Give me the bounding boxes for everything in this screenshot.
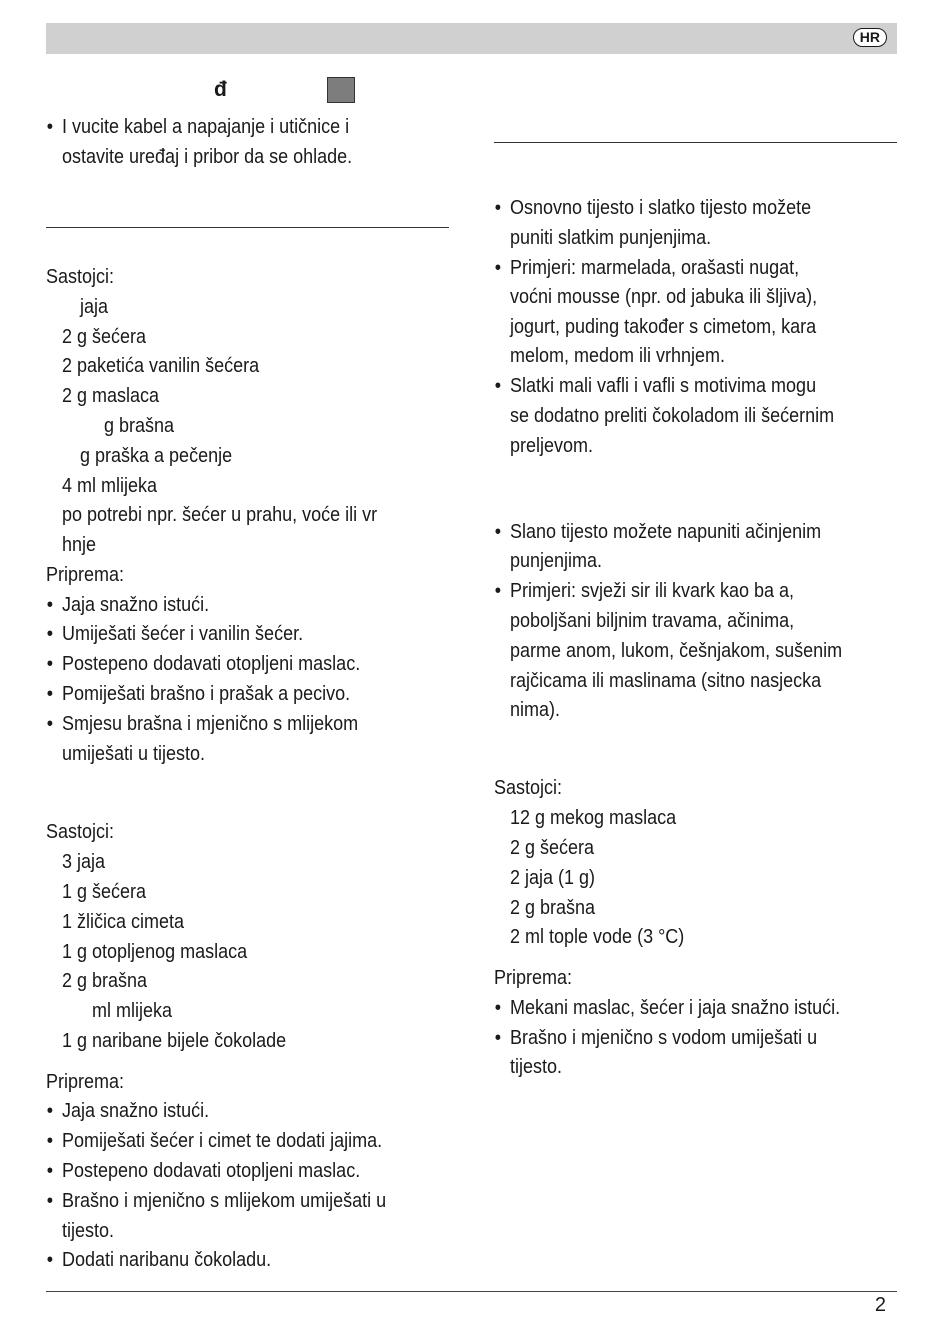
heading-fragment: đ <box>214 78 227 101</box>
ingredient: 2 ml tople vode (3 °C) <box>510 926 685 948</box>
step: • Postepeno dodavati otopljeni maslac. <box>62 649 410 679</box>
ingredient: 4 ml mlijeka <box>62 475 158 497</box>
ingredient: 1 žličica cimeta <box>62 911 185 933</box>
step: • Pomiješati šećer i cimet te dodati jajima. <box>62 1126 410 1156</box>
ingredient: hnje <box>62 534 97 556</box>
right-column <box>494 0 897 1290</box>
ingredients-heading: Sastojci: <box>46 266 115 288</box>
step: • Smjesu brašna i mjenično s mlijekom <box>62 709 410 739</box>
ingredients-heading: Sastojci: <box>46 821 115 843</box>
list-item-cont: melom, medom ili vrhnjem. <box>510 345 726 367</box>
preparation-heading: Priprema: <box>46 1071 125 1093</box>
step: • Mekani maslac, šećer i jaja snažno istući. <box>510 993 858 1023</box>
ingredient: 2 g brašna <box>62 970 148 992</box>
step: • Postepeno dodavati otopljeni maslac. <box>62 1156 410 1186</box>
step: • Pomiješati brašno i prašak a pecivo. <box>62 679 410 709</box>
list-item: • Osnovno tijesto i slatko tijesto možete <box>510 193 858 223</box>
list-item-cont: punjenjima. <box>510 550 603 572</box>
ingredient: 2 paketića vanilin šećera <box>62 355 260 377</box>
ingredient: po potrebi npr. šećer u prahu, voće ili vr <box>62 504 378 526</box>
ingredient: 1 g otopljenog maslaca <box>62 941 248 963</box>
list-item-cont: puniti slatkim punjenjima. <box>510 227 712 249</box>
ingredient: 2 g brašna <box>510 897 596 919</box>
preparation-heading: Priprema: <box>494 967 573 989</box>
section-divider <box>46 227 449 228</box>
left-column <box>46 0 449 1290</box>
ingredient: ml mlijeka <box>92 1000 173 1022</box>
ingredient: 2 jaja (1 g) <box>510 867 596 889</box>
ingredient: g praška a pečenje <box>80 445 233 467</box>
list-item: • Slatki mali vafli i vafli s motivima mogu <box>510 371 858 401</box>
ingredient: g brašna <box>104 415 175 437</box>
list-item-cont: se dodatno preliti čokoladom ili šećernim <box>510 405 835 427</box>
page-number: 2 <box>874 1294 886 1316</box>
ingredient: 2 g šećera <box>62 326 147 348</box>
list-item-cont: preljevom. <box>510 435 594 457</box>
ingredients-heading: Sastojci: <box>494 777 563 799</box>
footer-divider <box>46 1291 897 1292</box>
section-divider <box>494 142 897 143</box>
list-item-cont: jogurt, puding također s cimetom, kara <box>510 316 817 338</box>
step-cont: tijesto. <box>62 1220 115 1242</box>
ingredient: 1 g šećera <box>62 881 147 903</box>
list-item: • I vucite kabel a napajanje i utičnice i <box>62 112 410 142</box>
list-item-cont: parme anom, lukom, češnjakom, sušenim <box>510 640 843 662</box>
list-item-cont: rajčicama ili maslinama (sitno nasjecka <box>510 670 822 692</box>
step: • Dodati naribanu čokoladu. <box>62 1245 410 1275</box>
ingredient: 3 jaja <box>62 851 106 873</box>
list-item-cont: nima). <box>510 699 561 721</box>
ingredient: 2 g maslaca <box>62 385 160 407</box>
list-item-cont: ostavite uređaj i pribor da se ohlade. <box>62 146 353 168</box>
step-cont: tijesto. <box>510 1056 563 1078</box>
ingredient: 12 g mekog maslaca <box>510 807 677 829</box>
step-cont: umiješati u tijesto. <box>62 743 206 765</box>
step: • Jaja snažno istući. <box>62 590 410 620</box>
step: • Jaja snažno istući. <box>62 1096 410 1126</box>
step: • Umiješati šećer i vanilin šećer. <box>62 619 410 649</box>
step: • Brašno i mjenično s vodom umiješati u <box>510 1023 858 1053</box>
list-item: • Primjeri: svježi sir ili kvark kao ba a, <box>510 576 858 606</box>
ingredient: 1 g naribane bijele čokolade <box>62 1030 287 1052</box>
language-badge: HR <box>853 28 887 47</box>
list-item-cont: poboljšani biljnim travama, ačinima, <box>510 610 795 632</box>
list-item: • Primjeri: marmelada, orašasti nugat, <box>510 253 858 283</box>
ingredient: jaja <box>80 296 109 318</box>
step: • Brašno i mjenično s mlijekom umiješati u <box>62 1186 410 1216</box>
list-item-cont: voćni mousse (npr. od jabuka ili šljiva), <box>510 286 818 308</box>
list-item: • Slano tijesto možete napuniti ačinjenim <box>510 517 858 547</box>
preparation-heading: Priprema: <box>46 564 125 586</box>
ingredient: 2 g šećera <box>510 837 595 859</box>
